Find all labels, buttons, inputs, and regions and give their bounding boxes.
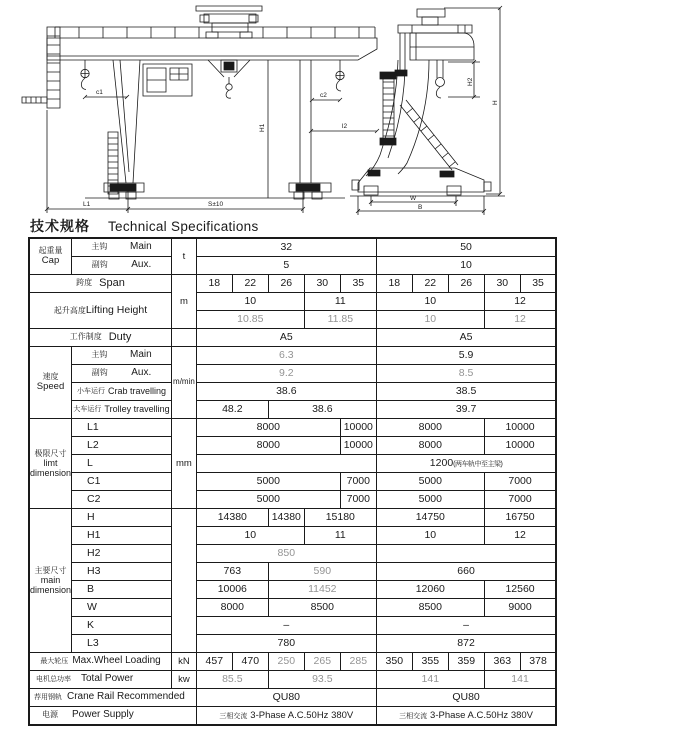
row-l bbox=[29, 455, 556, 473]
crab-en: Crab travelling bbox=[108, 385, 167, 396]
trolley-en: Trolley travelling bbox=[104, 403, 170, 414]
speed-en: Speed bbox=[36, 380, 65, 392]
supply-v-en: 3-Phase A.C.50Hz 380V bbox=[250, 709, 354, 721]
limit-group-cell bbox=[29, 419, 72, 509]
trolley-zh: 大车运行 bbox=[73, 405, 102, 413]
supply-v-right bbox=[376, 707, 556, 726]
row-span bbox=[29, 275, 556, 293]
wheel-v: 285 bbox=[340, 653, 376, 671]
row-h3 bbox=[29, 563, 556, 581]
span-v: 30 bbox=[304, 275, 340, 293]
row-duty bbox=[29, 329, 556, 347]
main-zh: 主钩 bbox=[91, 350, 108, 360]
row-power-supply bbox=[29, 707, 556, 726]
w-label: W bbox=[410, 195, 417, 202]
side-top-structure bbox=[398, 9, 472, 33]
cap-main-50: 50 bbox=[376, 238, 556, 257]
cabin bbox=[143, 64, 192, 96]
lifting-v: 10.85 bbox=[196, 311, 304, 329]
speed-v: 38.5 bbox=[376, 383, 556, 401]
supply-en: Power Supply bbox=[72, 709, 134, 721]
row-wheel-loading bbox=[29, 653, 556, 671]
row-crane-rail bbox=[29, 689, 556, 707]
span-v: 22 bbox=[232, 275, 268, 293]
girder bbox=[47, 38, 377, 60]
maindim-group-cell bbox=[29, 509, 72, 653]
aux-zh: 副钩 bbox=[91, 368, 108, 378]
wheel-unit: kN bbox=[172, 653, 197, 671]
row-speed-main bbox=[29, 347, 556, 365]
speed-main-label bbox=[72, 347, 172, 365]
hook-icon bbox=[226, 90, 231, 98]
l2-label: l2 bbox=[342, 123, 348, 130]
main-zh: 主钩 bbox=[91, 242, 108, 252]
left-leg bbox=[104, 60, 144, 199]
l-v-main: 1200 bbox=[429, 456, 454, 469]
c1-v: 7000 bbox=[340, 473, 376, 491]
power-unit: kw bbox=[172, 671, 197, 689]
hook-icon bbox=[336, 80, 341, 91]
row-cap-aux bbox=[29, 257, 556, 275]
side-leg bbox=[366, 60, 429, 176]
side-ladder bbox=[380, 72, 396, 145]
wheel-v: 250 bbox=[268, 653, 304, 671]
speed-v: 39.7 bbox=[376, 401, 556, 419]
l1-v: 8000 bbox=[376, 419, 484, 437]
h1-label: H1 bbox=[72, 527, 172, 545]
speed-v: 6.3 bbox=[196, 347, 376, 365]
gantry-crane-drawing bbox=[0, 0, 683, 215]
row-speed-aux bbox=[29, 365, 556, 383]
end-ladder bbox=[22, 27, 60, 108]
row-lifting-1 bbox=[29, 293, 556, 311]
saddle bbox=[352, 168, 491, 195]
maindim-unit bbox=[172, 509, 197, 653]
speed-trolley-label bbox=[72, 401, 172, 419]
duty-unit bbox=[172, 329, 197, 347]
h1-label: H1 bbox=[259, 123, 266, 132]
span-label bbox=[29, 275, 172, 293]
row-l2 bbox=[29, 437, 556, 455]
w-v: 9000 bbox=[484, 599, 556, 617]
h-v: 14380 bbox=[268, 509, 304, 527]
row-c1 bbox=[29, 473, 556, 491]
h-label: H bbox=[72, 509, 172, 527]
span-zh: 跨度 bbox=[76, 278, 93, 288]
c1-v: 5000 bbox=[376, 473, 484, 491]
maindim-en1: main bbox=[40, 574, 61, 585]
wheel-v: 457 bbox=[196, 653, 232, 671]
cap-aux-50: 10 bbox=[376, 257, 556, 275]
speed-v: 38.6 bbox=[196, 383, 376, 401]
cap-aux-32: 5 bbox=[196, 257, 376, 275]
k-label: K bbox=[72, 617, 172, 635]
l1-v: 8000 bbox=[196, 419, 340, 437]
h-v: 14380 bbox=[196, 509, 268, 527]
c2-label: c2 bbox=[320, 92, 327, 99]
k-v: – bbox=[376, 617, 556, 635]
l3-v: 872 bbox=[376, 635, 556, 653]
bottom-dims bbox=[45, 110, 305, 213]
power-en: Total Power bbox=[81, 673, 134, 685]
wheel-en: Max.Wheel Loading bbox=[72, 655, 161, 667]
l2-v: 8000 bbox=[376, 437, 484, 455]
h2-v: 850 bbox=[196, 545, 376, 563]
l3-v: 780 bbox=[196, 635, 376, 653]
lifting-v: 10 bbox=[196, 293, 304, 311]
b-v: 10006 bbox=[196, 581, 268, 599]
lifting-v: 12 bbox=[484, 311, 556, 329]
span-v: 26 bbox=[448, 275, 484, 293]
h2-label: H2 bbox=[467, 77, 474, 86]
rail-en: Crane Rail Recommended bbox=[67, 691, 185, 703]
span-en: Span bbox=[99, 276, 125, 289]
cap-group-cell bbox=[29, 238, 72, 275]
c1-label: c1 bbox=[96, 89, 103, 96]
duty-v: A5 bbox=[196, 329, 376, 347]
span-v: 18 bbox=[376, 275, 412, 293]
l1-v: 10000 bbox=[484, 419, 556, 437]
wheel-v: 363 bbox=[484, 653, 520, 671]
cap-aux-label bbox=[72, 257, 172, 275]
w-v: 8000 bbox=[196, 599, 268, 617]
h-v: 14750 bbox=[376, 509, 484, 527]
row-l3 bbox=[29, 635, 556, 653]
k-v: – bbox=[196, 617, 376, 635]
h1-v: 10 bbox=[376, 527, 484, 545]
duty-en: Duty bbox=[108, 330, 132, 343]
power-v: 141 bbox=[484, 671, 556, 689]
lifting-v: 10 bbox=[376, 311, 484, 329]
supply-v-en: 3-Phase A.C.50Hz 380V bbox=[430, 709, 534, 721]
b-label: B bbox=[72, 581, 172, 599]
cap-unit: t bbox=[172, 238, 197, 275]
hook-icon bbox=[436, 87, 441, 98]
supply-v-zh: 三相交流 bbox=[399, 712, 428, 720]
power-label bbox=[29, 671, 172, 689]
row-w bbox=[29, 599, 556, 617]
speed-unit: m/min bbox=[172, 347, 197, 419]
wheel-v: 378 bbox=[520, 653, 556, 671]
supply-v-zh: 三相交流 bbox=[219, 712, 248, 720]
lifting-label bbox=[29, 293, 172, 329]
speed-group-cell bbox=[29, 347, 72, 419]
aux-en: Aux. bbox=[131, 367, 152, 379]
l2-v: 10000 bbox=[484, 437, 556, 455]
side-view bbox=[350, 6, 505, 215]
cap-main-label bbox=[72, 238, 172, 257]
speed-crab-label bbox=[72, 383, 172, 401]
row-speed-crab bbox=[29, 383, 556, 401]
power-v: 93.5 bbox=[268, 671, 376, 689]
span-v: 18 bbox=[196, 275, 232, 293]
lifting-en: Lifting Height bbox=[85, 303, 148, 316]
duty-label bbox=[29, 329, 172, 347]
w-v: 8500 bbox=[268, 599, 376, 617]
span-v: 35 bbox=[340, 275, 376, 293]
row-l1 bbox=[29, 419, 556, 437]
speed-zh: 速度 bbox=[42, 372, 59, 382]
h2-v bbox=[376, 545, 556, 563]
crab-zh: 小车运行 bbox=[77, 387, 106, 395]
speed-v: 48.2 bbox=[196, 401, 268, 419]
h3-v: 590 bbox=[268, 563, 376, 581]
c1-label: C1 bbox=[72, 473, 172, 491]
aux-zh: 副钩 bbox=[91, 260, 108, 270]
supply-v-left bbox=[196, 707, 376, 726]
speed-aux-label bbox=[72, 365, 172, 383]
hook-icon bbox=[81, 78, 86, 90]
h1-v: 11 bbox=[304, 527, 376, 545]
row-speed-trolley bbox=[29, 401, 556, 419]
b-v: 11452 bbox=[268, 581, 376, 599]
b-v: 12060 bbox=[376, 581, 484, 599]
lifting-v: 10 bbox=[376, 293, 484, 311]
power-zh: 电机总功率 bbox=[36, 675, 71, 683]
span-unit: m bbox=[172, 275, 197, 329]
h1-v: 10 bbox=[196, 527, 304, 545]
supply-zh: 电源 bbox=[42, 710, 58, 720]
c2-v: 7000 bbox=[340, 491, 376, 509]
power-v: 85.5 bbox=[196, 671, 268, 689]
row-h2 bbox=[29, 545, 556, 563]
wheel-v: 350 bbox=[376, 653, 412, 671]
speed-v: 5.9 bbox=[376, 347, 556, 365]
wheel-zh: 最大轮压 bbox=[40, 657, 69, 665]
wheel-label bbox=[29, 653, 172, 671]
crab-trolley bbox=[196, 6, 262, 98]
c2-v: 5000 bbox=[196, 491, 340, 509]
lifting-zh: 起升高度 bbox=[53, 305, 86, 315]
b-v: 12560 bbox=[484, 581, 556, 599]
speed-v: 8.5 bbox=[376, 365, 556, 383]
main-en: Main bbox=[130, 349, 152, 361]
l1-label: L1 bbox=[72, 419, 172, 437]
c2-v: 5000 bbox=[376, 491, 484, 509]
h3-label: H3 bbox=[72, 563, 172, 581]
rail-label bbox=[29, 689, 196, 707]
front-view bbox=[22, 6, 379, 213]
aux-en: Aux. bbox=[131, 259, 152, 271]
heading-en: Technical Specifications bbox=[108, 219, 259, 234]
l-v-note: (两车轨中至主梁) bbox=[453, 460, 503, 468]
wheel-v: 470 bbox=[232, 653, 268, 671]
c2-label: C2 bbox=[72, 491, 172, 509]
duty-v: A5 bbox=[376, 329, 556, 347]
speed-v: 9.2 bbox=[196, 365, 376, 383]
l2-v: 8000 bbox=[196, 437, 340, 455]
l2-v: 10000 bbox=[340, 437, 376, 455]
lifting-v: 11.85 bbox=[304, 311, 376, 329]
power-v: 141 bbox=[376, 671, 484, 689]
rail-zh: 荐用钢轨 bbox=[34, 693, 62, 701]
right-leg bbox=[289, 60, 331, 199]
cap-en: Cap bbox=[41, 254, 60, 266]
rail-v: QU80 bbox=[376, 689, 556, 707]
row-total-power bbox=[29, 671, 556, 689]
limit-zh: 极限尺寸 bbox=[34, 448, 67, 458]
row-h bbox=[29, 509, 556, 527]
l3-label: L3 bbox=[72, 635, 172, 653]
cap-zh: 起重量 bbox=[38, 246, 63, 256]
l-label: L bbox=[72, 455, 172, 473]
row-cap-main bbox=[29, 238, 556, 257]
side-dims bbox=[356, 6, 502, 215]
span-v: 22 bbox=[412, 275, 448, 293]
speed-v: 38.6 bbox=[268, 401, 376, 419]
c1-v: 7000 bbox=[484, 473, 556, 491]
wheel-v: 355 bbox=[412, 653, 448, 671]
c1-v: 5000 bbox=[196, 473, 340, 491]
h-v: 16750 bbox=[484, 509, 556, 527]
w-v: 8500 bbox=[376, 599, 484, 617]
maindim-en2: dimension bbox=[30, 585, 72, 596]
lifting-v: 12 bbox=[484, 293, 556, 311]
limit-en1: limt bbox=[43, 457, 58, 468]
wheel-v: 265 bbox=[304, 653, 340, 671]
span-v: 26 bbox=[268, 275, 304, 293]
maindim-zh: 主要尺寸 bbox=[34, 565, 67, 575]
section-heading bbox=[30, 216, 259, 236]
w-label: W bbox=[72, 599, 172, 617]
wheel-v: 359 bbox=[448, 653, 484, 671]
heading-zh: 技术规格 bbox=[30, 218, 90, 234]
l2-label: L2 bbox=[72, 437, 172, 455]
hanging-members bbox=[400, 33, 405, 76]
h-label: H bbox=[492, 100, 499, 105]
l-v-left bbox=[196, 455, 376, 473]
duty-zh: 工作制度 bbox=[69, 332, 102, 342]
supply-label bbox=[29, 707, 196, 726]
l-v-right bbox=[376, 455, 556, 473]
row-b bbox=[29, 581, 556, 599]
h3-v: 763 bbox=[196, 563, 268, 581]
limit-unit: mm bbox=[172, 419, 197, 509]
limit-en2: dimension bbox=[30, 468, 72, 479]
l1-v: 10000 bbox=[340, 419, 376, 437]
main-en: Main bbox=[130, 241, 152, 253]
cap-main-32: 32 bbox=[196, 238, 376, 257]
l1-label: L1 bbox=[83, 201, 91, 208]
c2-v: 7000 bbox=[484, 491, 556, 509]
technical-specifications-table bbox=[28, 237, 557, 726]
span-label: S±10 bbox=[208, 201, 224, 208]
h3-v: 660 bbox=[376, 563, 556, 581]
row-h1 bbox=[29, 527, 556, 545]
h2-label: H2 bbox=[72, 545, 172, 563]
span-v: 35 bbox=[520, 275, 556, 293]
h-v: 15180 bbox=[304, 509, 376, 527]
b-label: B bbox=[418, 204, 423, 211]
girder-section bbox=[410, 33, 474, 60]
rail-v: QU80 bbox=[196, 689, 376, 707]
lifting-v: 11 bbox=[304, 293, 376, 311]
h1-v: 12 bbox=[484, 527, 556, 545]
row-k bbox=[29, 617, 556, 635]
row-c2 bbox=[29, 491, 556, 509]
span-v: 30 bbox=[484, 275, 520, 293]
handrail bbox=[55, 27, 375, 38]
